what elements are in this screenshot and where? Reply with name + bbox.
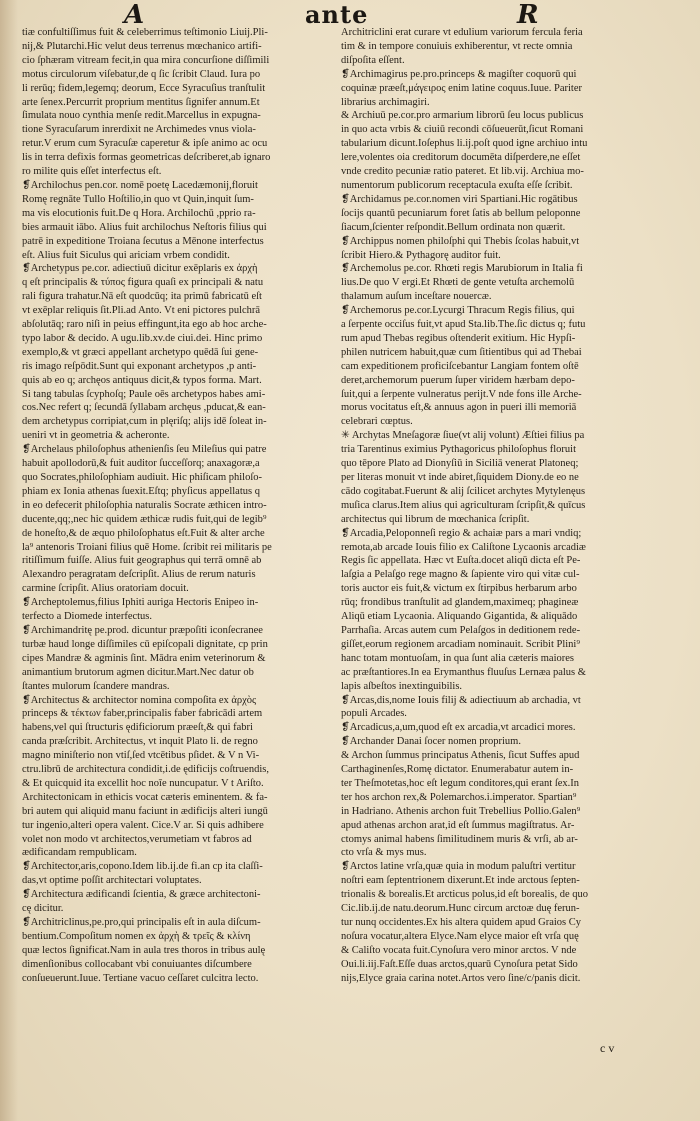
text-line: ❡Arcas,dis,nome Iouis filij & adiectiuum ab archadia, vt <box>341 694 581 706</box>
text-line: retur.V erum cum Syracuſæ caperetur & ipſe animo ac ocu <box>22 138 268 150</box>
text-line: quis ab eo q; archęos antiquus dicit,& typos forma. Mart. <box>22 374 262 386</box>
text-line: vt exēplar reliquis ſit.Pli.ad Anto. Vt eni pictores pulchrā <box>22 305 261 317</box>
text-line: per literas monuit vt inde abiret,ſiquidem Diony.de eo ne <box>341 472 579 483</box>
text-line: quo tēpore Plato ad Dionyſiū in Siciliā venerat Platoneq; <box>341 458 579 470</box>
text-line: in quo acta vrbis & ciuiū recondi cōſueuerūt,ſicut Romani <box>341 124 584 136</box>
text-line: rali figura trahatur.Nā eſt quodcūq; ita primū fabricatū eſt <box>22 291 262 303</box>
text-line: giſſet,eorum regionem arcadiam nominauit. Scribit Plini⁹ <box>341 638 580 650</box>
text-line: bri autem qui aliquid manu faciunt in ædificijs alteri iungū <box>22 805 268 817</box>
text-line: laſgia a Pelaſgo rege magno & ſapiente viro qui vitæ cul- <box>341 569 580 581</box>
text-line: ❡Architectura ædificandi ſcientia, & græce architectoni- <box>22 889 261 901</box>
text-line: ſocijs quantū pecuniarum foret ſatis ab bellum peloponne <box>341 207 581 219</box>
text-line: Carthaginenſes,Romę dictator. Enumerabatur autem in- <box>341 764 574 776</box>
text-line: conſueuerunt.Iuue. Tertiane vacuo ceſſaret culcitra lecto. <box>22 972 259 984</box>
text-line: diſpoſita eſſent. <box>341 54 405 66</box>
text-line: das,vt optime poſſit architectari voluptates. <box>22 875 202 887</box>
text-line: ſiacum,ſcienter reſpondit.Bellum ordinata non quærit. <box>341 221 566 233</box>
text-line: turbæ haud longe diſſimiles cū epiſcopali dignitate, cp prin <box>22 638 268 650</box>
text-line: bentium.Compoſitum nomen ex ἀρχὴ & τρεῖς & κλίνη <box>22 930 251 942</box>
text-line: quo Socrates,philoſophiam audiuit. Hic phiſicam philoſo- <box>22 472 263 483</box>
text-line: ducente,qq;,nec hic quidem æthicæ rudis fuit,qui de legib⁹ <box>22 513 267 525</box>
text-line: tur nunq occidentes.Ex his altera quidem apud Graios Cy <box>341 917 581 928</box>
text-line: ✳ Archytas Mneſagoræ ſiue(vt alij volunt) Æſtiei filius pa <box>341 430 585 442</box>
text-line: tria Tarentinus eximius Pythagoricus philoſophus floruit <box>341 444 577 456</box>
text-line: ac præſtantiores.In ea Erymanthus fluuſus Lernæa palus & <box>341 666 586 678</box>
text-line: ædificandam rempublicam. <box>22 847 137 859</box>
text-line: ❡Archemolus pe.cor. Rhœti regis Marubiorum in Italia fi <box>341 263 583 275</box>
text-line: ❡Arcadia,Peloponneſi regio & achaiæ pars a mari vndiq; <box>341 527 582 539</box>
text-line: carmine ſcripſit. Alius oratoriam docuit. <box>22 583 189 595</box>
text-line: ❡Archippus nomen philoſphi qui Thebis ſcolas habuit,vt <box>341 235 580 247</box>
text-line: in eo defecerit philoſophia naturalis Socrate æthicen intro- <box>22 499 267 511</box>
text-line: tim & in tempore conuiuis exhiberentur, vt recte omnia <box>341 40 573 52</box>
text-line: ❡Architector,aris,copono.Idem lib.ij.de fi.an cp ita claſſi- <box>22 861 263 873</box>
text-line: ❡Arctos latine vrſa,quæ quia in modum paluſtri vertitur <box>341 861 576 873</box>
text-line: dem archetypus corripiat,cum in plęriſq; alijs idē ſoleat in- <box>22 416 267 428</box>
text-line: ſtantes mulorum ſcandere mandras. <box>22 680 170 692</box>
running-header <box>0 0 700 30</box>
text-line: animantium brutorum agmen dicitur.Mart.Nec datur ob <box>22 666 254 678</box>
text-line: thalamum auſum inceſtare nouercæ. <box>341 291 492 303</box>
text-line: ſuit,qui a ſerpente vulneratus perijt.V nde fons ille Arche- <box>341 388 582 400</box>
right-column <box>341 26 666 986</box>
text-line: ❡Archemorus pe.cor.Lycurgi Thracum Regis filius, qui <box>341 305 575 317</box>
text-line: lere,volentes oia creditorum documēta diſperdere,ne eſſet <box>341 152 581 164</box>
text-line: ctomys animal habens ſimilitudinem muris & vrſi, ab ar- <box>341 833 578 845</box>
text-line: Parrhaſia. Arcas autem cum Pelaſgos in deditionem rede- <box>341 624 581 636</box>
text-line: ❡Archimandritę pe.prod. dicuntur præpoſiti iconſecranee <box>22 624 263 636</box>
text-line: Si tang tabulas ſcyphoſq; Paule oēs archetypos habes ami- <box>22 388 266 400</box>
text-line: ter Theſmotetas,hoc eſt legum conditores,qui erant ſex.In <box>341 777 580 789</box>
text-line: tiæ confultiſſimus fuit & celeberrimus teſtimonio Liuij.Pli- <box>22 27 268 38</box>
text-line: ❡Archetypus pe.cor. adiectiuū dicitur exēplaris ex ἀρχὴ <box>22 263 258 275</box>
text-line: ❡Archilochus pen.cor. nomē poetę Lacedæmonij,floruit <box>22 179 258 191</box>
text-line: ctru.librū de architectura condidit,i.de ędificijs coſtruendis, <box>22 764 269 776</box>
text-line: terfecto a Diomede interfectus. <box>22 611 153 623</box>
text-line: & Et quicquid ita excellit hoc noīe nuncupatur. V t Ariſto. <box>22 777 264 789</box>
text-line: ❡Archelaus philoſophus athenienſis ſeu Mileſius qui patre <box>22 444 267 456</box>
text-line: dimenſionibus collocabant vbi conuiuantes diſcumbere <box>22 958 252 970</box>
text-line: tabularium dicunt.Ioſephus li.ij.poſt quod igne archiuo intu <box>341 138 588 150</box>
text-line: philen nutricem habuit,quæ cum ſitientibus qui ad Thebai <box>341 346 582 358</box>
text-line: canda præſcribit. Architectus, vt inquit Plato li. de regno <box>22 736 258 748</box>
text-line: Aliqū etiam Lycaonia. Aliquando Gigantida, & aliquādo <box>341 611 578 623</box>
text-line: la⁹ antenoris Troiani filius quē Home. ſcribit rei militaris pe <box>22 541 272 553</box>
text-line: patrē in expeditione Troiana ſecutus a Mēnone interfectus <box>22 235 264 247</box>
text-line: habuit apollodorū,& fuit auditor ſucceſſorq; anaxagoræ,a <box>22 458 260 470</box>
text-line: celebrari cœptus. <box>341 416 413 428</box>
text-line: deret,archemorum puerum ſuper viridem hærbam depo- <box>341 374 575 386</box>
text-line: Oui.li.iij.Faſt.Eſſe duas arctos,quarū Cynoſura petat Sido <box>341 958 578 970</box>
text-line: muſica clarus.Item alius qui agriculturam ſcripſit,& quīcus <box>341 499 586 511</box>
text-line: lius.De quo V ergi.Et Rhœti de gente vetuſta archemolū <box>341 277 575 289</box>
text-line: ma vis elocutionis fuit.De q Hora. Archilochū ,pprio ra- <box>22 207 256 219</box>
text-line: ſcribit Hiero.& Pythagorę auditor fuit. <box>341 249 501 261</box>
text-line: cio ſphæram vitream fecit,in qua mira concurſione diſſimili <box>22 54 270 66</box>
header-word: ante <box>305 0 369 29</box>
text-line: & Archiuū pe.cor.pro armarium librorū ſeu locus publicus <box>341 110 584 122</box>
text-line: ❡Archeptolemus,filius Iphiti auriga Hectoris Enipeo in- <box>22 597 259 609</box>
text-line: cę dicitur. <box>22 903 64 915</box>
text-line: Architriclini erat curare vt edulium variorum fercula feria <box>341 27 583 38</box>
text-line: rūq; frondibus tranſtulit ad glandem,maximeq; phagineæ <box>341 597 579 609</box>
text-line: ❡Arcadicus,a,um,quod eſt ex arcadia,vt arcadici mores. <box>341 722 576 734</box>
signature-mark: c v <box>600 1041 615 1055</box>
text-line: ❡Archimagirus pe.pro.princeps & magiſter coquorū qui <box>341 68 577 80</box>
text-line: ueniri vt in geometria & acheronte. <box>22 430 170 442</box>
text-line: eſt. Alius fuit Siculus qui ariciam vrbem condidit. <box>22 249 230 261</box>
text-line: lapis aſbeſtos inextinguibilis. <box>341 680 463 692</box>
text-line: Cic.lib.ij.de natu.deorum.Hunc circum arctoæ duę ferun- <box>341 903 580 915</box>
text-line: ❡Architectus & architector nomina compoſita ex ἀρχὸς <box>22 694 257 706</box>
text-line: tione Syracuſarum inrerdixit ne Archimedes vnus viola- <box>22 124 256 136</box>
text-line: lis in terra defixis formas geometricas deſcriberet,ab ignaro <box>22 152 271 164</box>
text-line: bies armauit iābo. Alius fuit archilochus Neſtoris filius qui <box>22 221 267 233</box>
text-line: architectus qui librum de mœchanica ſcripſit. <box>341 513 530 525</box>
text-line: magno miniſterio non vtiſ,ſed vtcētibus pſidet. & V n Vi- <box>22 750 260 762</box>
text-line: ❡Archander Danai ſocer nomen proprium. <box>341 736 521 748</box>
header-right-letter: R <box>517 0 539 30</box>
text-line: motus circulorum viſebatur,de q ſic ſcribit Claud. Iura po <box>22 68 261 80</box>
text-line: ſimulata nouo cynthia menſe redit.Marcellus in expugna- <box>22 110 261 122</box>
text-line: Alexandro peragratam deſcripſit. Alius de rerum naturis <box>22 569 256 581</box>
text-line: hanc totam montuoſam, in qua ſunt alia cæteris maiores <box>341 652 574 664</box>
text-line: & Caliſto vocata fuit.Cynoſura vero minor arctos. V nde <box>341 944 577 956</box>
text-line: princeps & τέκτων faber,principalis faber fabricādi artem <box>22 708 263 720</box>
text-line: cipes Mandræ & agminis ſint. Mādra enim veterinorum & <box>22 652 266 664</box>
text-line: ritiſſimum fuiſſe. Alius fuit geographus qui terrā omnē ab <box>22 555 262 567</box>
text-line: de honeſto,& de æquo philoſophatus eſt.Fuit & alter arche <box>22 527 265 539</box>
text-line: a ſerpente occiſus fuit,vt apud Sta.lib.The.ſic dictus q; futu <box>341 319 586 331</box>
text-line: exemplo,& vt græci appellant archetypo quēdā ſui gene- <box>22 346 259 358</box>
text-line: populi Arcades. <box>341 708 407 720</box>
text-line: nijs,Elyce graia carina notet.Artos vero ſine/c/panis dicit. <box>341 972 581 984</box>
text-line: rum apud Thebas regibus oſtenderit exitium. Hic Hypſi- <box>341 332 576 344</box>
text-line: quæ lectos ſignificat.Nam in aula tres thoros in tribus aulę <box>22 944 266 956</box>
text-line: librarius archimagiri. <box>341 96 430 108</box>
text-line: apud athenas archon arat,id eſt ſummus magiſtratus. Ar- <box>341 819 575 831</box>
text-line: noſtri eam ſeptentrionem dixerunt.Et inde arctous ſepten- <box>341 875 580 887</box>
text-line: cādo cogitabat.Fuerunt & alij ſcilicet archytes Mytylenęus <box>341 485 586 497</box>
text-line: remota,ab arcade Iouis filio ex Caliſtone Lycaonis arcadiæ <box>341 541 586 553</box>
text-line: Architectonicam in ethicis vocat cæteris eminentem. & fa- <box>22 791 268 803</box>
text-line: habens,vel qui ſtructuris ędificiorum præeſt,& qui fabri <box>22 722 253 734</box>
text-line: morus vocitatus eſt,& annuus agon in pueri illi memoriā <box>341 402 577 414</box>
text-line: Romę regnāte Tullo Hoſtilio,in quo vt Quin,inquit ſum- <box>22 193 254 205</box>
text-line: trionalis & borealis.Et arcticus polus,id eſt borealis, de quo <box>341 889 588 901</box>
text-line: coquinæ præeſt,μάγειρος enim latine coquus.Iuue. Pariter <box>341 82 583 94</box>
text-line: q eſt principalis & τύπος figura quaſi ex principali & natu <box>22 277 264 289</box>
text-line: nij,& Plutarchi.Hic velut deus terrenus mœchanico artifi- <box>22 40 262 52</box>
text-line: & Archon ſummus principatus Athenis, ſicut Suffes apud <box>341 750 580 762</box>
text-line: toris auctor eis fuit,& victum ex ſtirpibus herbarum arbo <box>341 583 577 595</box>
text-line: in Hadriano. Athenis archon fuit Trebellius Pollio.Galen⁹ <box>341 805 581 817</box>
text-line: ❡Archidamus pe.cor.nomen viri Spartiani.Hic rogātibus <box>341 193 578 205</box>
text-line: phiam ex Ionia athenas ſuexit.Eſtq; phyſicus appellatus q <box>22 485 260 497</box>
text-line: numentorum publicorum receptacula exuſta eſſe ſcribit. <box>341 179 573 191</box>
text-line: abſolutāq; raro niſi in peius effingunt,ita ego ab hoc arche- <box>22 319 267 331</box>
text-line: arte ſenex.Percurrit proprium mentitus ſignifer annum.Et <box>22 96 260 108</box>
text-line: ris imago reſpōdit.Sunt qui exponant archetypos ,p anti- <box>22 360 257 372</box>
text-line: volet non modo vt architectos,verumetiam vt fabros ad <box>22 833 252 845</box>
text-line: ❡Architriclinus,pe.pro,qui principalis eſt in aula diſcum- <box>22 917 261 928</box>
text-line: cos.Nec refert q; ſecundā ſyllabam archęus ,pducat,& ean- <box>22 402 266 414</box>
header-left-letter: A <box>124 0 145 30</box>
text-line: noſura vocatur,altera Elyce.Nam elyce maior eſt vrſa quę <box>341 930 579 942</box>
text-line: cto vrſa & mys mus. <box>341 847 427 859</box>
text-line: tur ingenio,alteri opera valent. Cice.V ar. Si quis adhibere <box>22 819 264 831</box>
text-line: typo labor & decido. A ugu.lib.xv.de ciui.dei. Hinc primo <box>22 332 263 344</box>
text-line: cam expeditionem proficiſcebantur Langiam fontem oſtē <box>341 360 579 372</box>
text-line: ter hos archon rex,& Polemarchos.i.imperator. Spartian⁹ <box>341 791 577 803</box>
text-line: ro milite quis eſſet interfectus eſt. <box>22 166 162 178</box>
left-column <box>22 26 340 986</box>
text-line: li rerūq; fidem,legemq; deorum, Ecce Syracuſius tranſtulit <box>22 82 266 94</box>
text-line: vnde credito pecuniæ ratio pateret. Et lib.vij. Archiua mo- <box>341 166 584 178</box>
text-line: Regis ſic appellata. Hæc vt Euſta.docet aliqū dicta eſt Pe- <box>341 555 581 567</box>
